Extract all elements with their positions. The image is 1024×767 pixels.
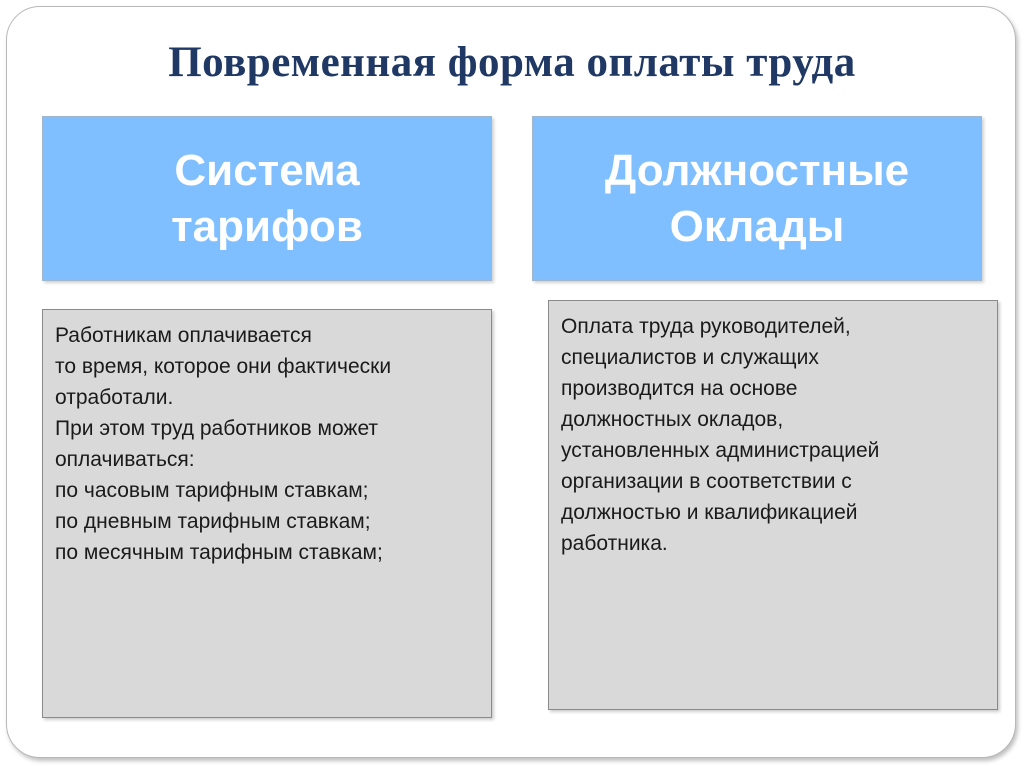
text-line: организации в соответствии с — [561, 470, 852, 493]
text-line: по часовым тарифным ставкам; — [55, 479, 369, 502]
tariff-system-heading — [42, 116, 492, 281]
text-line: Работникам оплачивается — [55, 324, 312, 347]
text-line: работника. — [561, 532, 668, 555]
official-salaries-description — [548, 300, 998, 710]
text-line: то время, которое они фактически — [55, 355, 392, 378]
text-line: производится на основе — [561, 377, 798, 400]
text-line: специалистов и служащих — [561, 346, 819, 369]
text-line: оплачиваться: — [55, 448, 195, 471]
text-line: должностью и квалификацией — [561, 501, 858, 524]
text-line: Оплата труда руководителей, — [561, 315, 851, 338]
heading-line: Должностные — [604, 145, 910, 195]
text-line: по дневным тарифным ставкам; — [55, 510, 371, 533]
slide-title: Повременная форма оплаты труда — [168, 39, 856, 86]
heading-line: Оклады — [669, 201, 845, 251]
text-line: по месячным тарифным ставкам; — [55, 541, 383, 564]
heading-line: Система — [174, 145, 360, 195]
heading-line: тарифов — [171, 201, 363, 251]
text-line: должностных окладов, — [561, 408, 784, 431]
text-line: установленных администрацией — [561, 439, 880, 462]
tariff-system-description — [42, 309, 492, 718]
text-line: отработали. — [55, 386, 174, 409]
official-salaries-heading — [532, 116, 982, 281]
text-line: При этом труд работников может — [55, 417, 379, 440]
